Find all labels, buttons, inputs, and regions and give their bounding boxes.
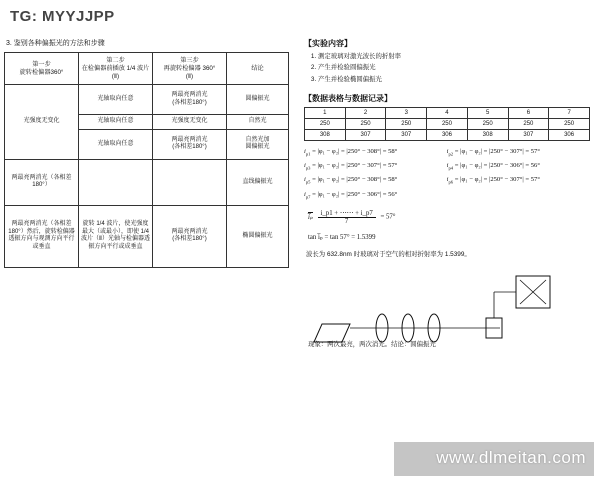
cell-value: 306 bbox=[549, 129, 590, 140]
tangent-equation: tan i̅ₚ = tan 57° = 1.5399 bbox=[308, 234, 376, 241]
fraction bbox=[318, 209, 376, 225]
top-watermark: TG: MYYJJPP bbox=[10, 8, 115, 25]
experiment-heading: 【实验内容】 bbox=[304, 39, 352, 48]
experiment-list bbox=[304, 52, 596, 85]
equation-item: $i_{p5} = |\varphi_1 - \varphi_2| = |250^\circ - 308^\circ| = 58^\circ$ bbox=[304, 176, 398, 185]
cell-step3: 两最亮两消光 (各相差180°) bbox=[153, 129, 227, 159]
header-line: 第二步 bbox=[106, 57, 125, 64]
cell-value: 250 bbox=[386, 118, 427, 129]
fraction-numerator: i_p1 + ⋯⋯ + i_p7 bbox=[318, 209, 376, 218]
cell-step2 bbox=[79, 159, 153, 205]
cell-step3: 两最亮两消光 (各相差180°) bbox=[153, 205, 227, 267]
cell-step1: 光强度无变化 bbox=[5, 85, 79, 160]
equation-row bbox=[304, 148, 596, 156]
equation-item: $i_{p6} = |\varphi_1 - \varphi_2| = |250^\circ - 307^\circ| = 57^\circ$ bbox=[446, 176, 540, 185]
conclusion-text: 现象：两次最亮，两次消光。结论：圆偏振光 bbox=[308, 340, 436, 348]
refractive-index-note: 波长为 632.8nm 时玻璃对于空气的相对折射率为 1.5399。 bbox=[306, 251, 471, 258]
equation-item: $i_{p4} = |\varphi_1 - \varphi_2| = |250^\circ - 306^\circ| = 56^\circ$ bbox=[446, 162, 540, 171]
equation-item: $i_{p1} = |\varphi_1 - \varphi_2| = |250^\circ - 308^\circ| = 58^\circ$ bbox=[304, 147, 398, 157]
cell-value: 250 bbox=[467, 118, 508, 129]
cell-value: 307 bbox=[508, 129, 549, 140]
cell-step1: 两最亮两消光（各相差 180°） bbox=[5, 159, 79, 205]
cell-conclusion: 直线偏振光 bbox=[227, 159, 289, 205]
cell-step2: 光轴取向任意 bbox=[79, 115, 153, 130]
cell-conclusion: 自然光 bbox=[227, 115, 289, 130]
header-line: 第三步 bbox=[180, 57, 199, 64]
average-equation bbox=[308, 209, 596, 225]
left-column bbox=[4, 38, 296, 268]
col-header: 2 bbox=[345, 107, 386, 118]
header-line: 在检偏器前插放 1/4 波片 bbox=[81, 64, 150, 72]
table-header-row bbox=[5, 53, 289, 85]
list-item: 2. 产生并检验圆偏振光 bbox=[318, 63, 596, 73]
average-value: = 57° bbox=[380, 213, 396, 221]
cell-value: 308 bbox=[305, 129, 346, 140]
list-item: 1. 测定玻璃对激光波长的折射率 bbox=[318, 52, 596, 62]
polarization-identification-table bbox=[4, 52, 289, 268]
table-row bbox=[305, 118, 590, 129]
cell-value: 306 bbox=[427, 129, 468, 140]
cell-step2: 旋转 1/4 波片，使光强度最大（或最小），即使 1/4 波片（Ⅱ）光轴与检偏器透振方向平行或成垂直 bbox=[79, 205, 153, 267]
equation-item: $i_{p3} = |\varphi_1 - \varphi_2| = |250^\circ - 307^\circ| = 57^\circ$ bbox=[304, 162, 398, 171]
cell-value: 307 bbox=[386, 129, 427, 140]
header-line: (Ⅱ) bbox=[185, 72, 194, 80]
header-line: 结论 bbox=[251, 64, 264, 72]
cell-step2: 光轴取向任意 bbox=[79, 85, 153, 115]
cell-value: 250 bbox=[549, 118, 590, 129]
list-item: 3. 产生并检验椭圆偏振光 bbox=[318, 75, 596, 85]
table-row bbox=[5, 205, 289, 267]
cell-value: 308 bbox=[467, 129, 508, 140]
table-header-cell bbox=[79, 53, 153, 85]
right-column bbox=[304, 38, 596, 352]
equation-row bbox=[304, 191, 596, 199]
table-row bbox=[5, 159, 289, 205]
header-line: (Ⅱ) bbox=[111, 72, 120, 80]
equation-row bbox=[304, 162, 596, 170]
col-header: 5 bbox=[467, 107, 508, 118]
equation-row bbox=[304, 176, 596, 184]
table-header-cell bbox=[5, 53, 79, 85]
col-header: 4 bbox=[427, 107, 468, 118]
table-row bbox=[305, 129, 590, 140]
cell-value: 250 bbox=[508, 118, 549, 129]
equation-item: $i_{p2} = |\varphi_1 - \varphi_2| = |250^\circ - 307^\circ| = 57^\circ$ bbox=[446, 147, 540, 157]
cell-conclusion: 椭圆偏振光 bbox=[227, 205, 289, 267]
col-header: 1 bbox=[305, 107, 346, 118]
cell-step3 bbox=[153, 159, 227, 205]
table-header-cell bbox=[227, 53, 289, 85]
fraction-denominator: 7 bbox=[344, 218, 349, 225]
col-header: 3 bbox=[386, 107, 427, 118]
table-row bbox=[5, 85, 289, 115]
table-header-row bbox=[305, 107, 590, 118]
bottom-watermark: www.dlmeitan.com bbox=[436, 448, 586, 467]
measurement-table bbox=[304, 107, 590, 141]
cell-step1: 两最亮两消光（各相差 180°）然后，旋转检偏器透振方向与观测方向平行或垂直 bbox=[5, 205, 79, 267]
data-heading: 【数据表格与数据记录】 bbox=[304, 93, 392, 103]
cell-step3: 光强度无变化 bbox=[153, 115, 227, 130]
cell-conclusion: 圆偏振光 bbox=[227, 85, 289, 115]
cell-value: 250 bbox=[427, 118, 468, 129]
cell-step2: 光轴取向任意 bbox=[79, 129, 153, 159]
equation-item: $i_{p7} = |\varphi_1 - \varphi_2| = |250^\circ - 306^\circ| = 56^\circ$ bbox=[304, 190, 398, 199]
cell-value: 250 bbox=[345, 118, 386, 129]
header-line: 旋转检偏器360° bbox=[19, 68, 64, 76]
cell-conclusion: 自然光加 圆偏振光 bbox=[227, 129, 289, 159]
header-line: 再旋转检偏器 360° bbox=[163, 64, 216, 72]
section-title: 3. 鉴别各种偏振光的方法和步骤 bbox=[6, 40, 105, 47]
cell-value: 250 bbox=[305, 118, 346, 129]
cell-value: 307 bbox=[345, 129, 386, 140]
col-header: 7 bbox=[549, 107, 590, 118]
header-line: 第一步 bbox=[32, 60, 51, 68]
cell-step3: 两最亮两消光 (各相差180°) bbox=[153, 85, 227, 115]
col-header: 6 bbox=[508, 107, 549, 118]
table-header-cell bbox=[153, 53, 227, 85]
document-body bbox=[0, 34, 600, 454]
average-symbol: i̅ₚ bbox=[308, 213, 313, 221]
